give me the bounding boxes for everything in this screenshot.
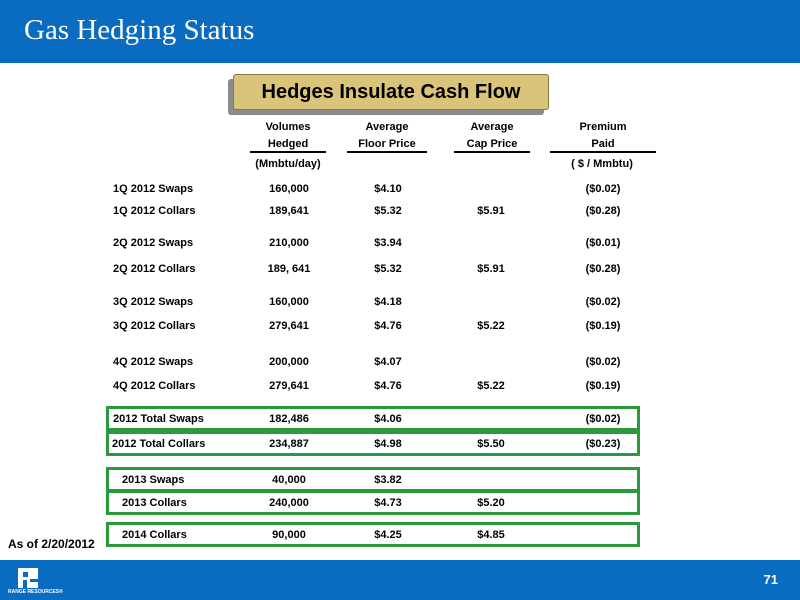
table-row — [0, 527, 800, 543]
row-label: 2013 Swaps — [122, 474, 185, 486]
row-volume: 90,000 — [272, 529, 306, 541]
row-label: 3Q 2012 Collars — [113, 320, 196, 332]
row-volume: 234,887 — [269, 438, 309, 450]
row-volume: 182,486 — [269, 413, 309, 425]
as-of-date: As of 2/20/2012 — [8, 537, 95, 551]
row-floor: $3.82 — [374, 474, 402, 486]
col-header-floor-line2: Floor Price — [358, 138, 416, 150]
footer-bar — [0, 560, 800, 600]
row-volume: 279,641 — [269, 320, 309, 332]
units-premium: ( $ / Mmbtu) — [571, 158, 633, 170]
row-cap: $4.85 — [477, 529, 505, 541]
col-rule-volumes — [250, 151, 326, 153]
row-label: 3Q 2012 Swaps — [113, 296, 194, 308]
row-premium: ($0.02) — [585, 183, 621, 195]
row-label: 1Q 2012 Collars — [113, 205, 196, 217]
row-volume: 189,641 — [269, 205, 309, 217]
table-row — [0, 354, 800, 370]
row-floor: $5.32 — [374, 205, 402, 217]
logo-mark-icon — [8, 567, 48, 589]
col-rule-premium — [550, 151, 656, 153]
col-rule-cap — [454, 151, 530, 153]
row-floor: $4.10 — [374, 183, 402, 195]
row-premium: ($0.02) — [585, 296, 621, 308]
row-floor: $4.07 — [374, 356, 402, 368]
table-row — [0, 411, 800, 427]
col-header-cap-line1: Average — [470, 121, 514, 133]
table-row — [0, 181, 800, 197]
row-volume: 40,000 — [272, 474, 306, 486]
col-header-cap — [467, 119, 518, 153]
page-number: 71 — [763, 572, 778, 587]
row-label: 2Q 2012 Collars — [113, 263, 196, 275]
table-row — [0, 378, 800, 394]
table-row — [0, 318, 800, 334]
row-label: 1Q 2012 Swaps — [113, 183, 194, 195]
row-label: 2012 Total Collars — [112, 438, 206, 450]
row-premium: ($0.28) — [585, 263, 621, 275]
row-premium: ($0.02) — [585, 413, 621, 425]
col-header-floor-line1: Average — [365, 121, 409, 133]
row-premium: ($0.23) — [585, 438, 621, 450]
row-cap: $5.50 — [477, 438, 505, 450]
row-volume: 279,641 — [269, 380, 309, 392]
row-cap: $5.22 — [477, 380, 505, 392]
col-header-volumes — [265, 119, 310, 153]
col-header-premium — [579, 119, 626, 153]
range-resources-logo — [8, 567, 68, 597]
table-row — [0, 261, 800, 277]
row-volume: 210,000 — [269, 237, 309, 249]
units-volumes: (Mmbtu/day) — [255, 158, 321, 170]
row-cap: $5.22 — [477, 320, 505, 332]
table-row — [0, 436, 800, 452]
row-premium: ($0.28) — [585, 205, 621, 217]
col-header-premium-line2: Paid — [591, 138, 615, 150]
row-floor: $4.76 — [374, 380, 402, 392]
row-floor: $4.18 — [374, 296, 402, 308]
row-label: 2Q 2012 Swaps — [113, 237, 194, 249]
col-header-cap-line2: Cap Price — [466, 138, 518, 150]
table-row — [0, 235, 800, 251]
table-row — [0, 472, 800, 488]
row-premium: ($0.19) — [585, 380, 621, 392]
row-premium: ($0.19) — [585, 320, 621, 332]
table-row — [0, 203, 800, 219]
table-row — [0, 495, 800, 511]
logo-text: RANGE RESOURCES® — [8, 589, 63, 595]
row-label: 2013 Collars — [122, 497, 187, 509]
row-volume: 160,000 — [269, 296, 309, 308]
row-volume: 240,000 — [269, 497, 309, 509]
row-cap: $5.91 — [477, 205, 505, 217]
row-floor: $4.25 — [374, 529, 402, 541]
row-floor: $4.73 — [374, 497, 402, 509]
col-header-floor — [358, 119, 415, 153]
table-row — [0, 294, 800, 310]
row-label: 4Q 2012 Collars — [113, 380, 196, 392]
banner: Hedges Insulate Cash Flow — [233, 74, 549, 110]
row-floor: $4.06 — [374, 413, 402, 425]
row-floor: $3.94 — [374, 237, 402, 249]
row-volume: 189, 641 — [267, 263, 311, 275]
row-floor: $5.32 — [374, 263, 402, 275]
row-floor: $4.76 — [374, 320, 402, 332]
col-rule-floor — [347, 151, 427, 153]
header-bar — [0, 0, 800, 63]
col-header-volumes-line2: Hedged — [267, 138, 309, 150]
row-floor: $4.98 — [374, 438, 402, 450]
row-volume: 200,000 — [269, 356, 309, 368]
page-title: Gas Hedging Status — [24, 14, 255, 46]
row-label: 4Q 2012 Swaps — [113, 356, 194, 368]
row-volume: 160,000 — [269, 183, 309, 195]
row-label: 2014 Collars — [122, 529, 187, 541]
row-premium: ($0.02) — [585, 356, 621, 368]
row-label: 2012 Total Swaps — [113, 413, 204, 425]
col-header-volumes-line1: Volumes — [265, 121, 311, 133]
row-cap: $5.20 — [477, 497, 505, 509]
row-premium: ($0.01) — [585, 237, 621, 249]
col-header-premium-line1: Premium — [579, 121, 627, 133]
row-cap: $5.91 — [477, 263, 505, 275]
